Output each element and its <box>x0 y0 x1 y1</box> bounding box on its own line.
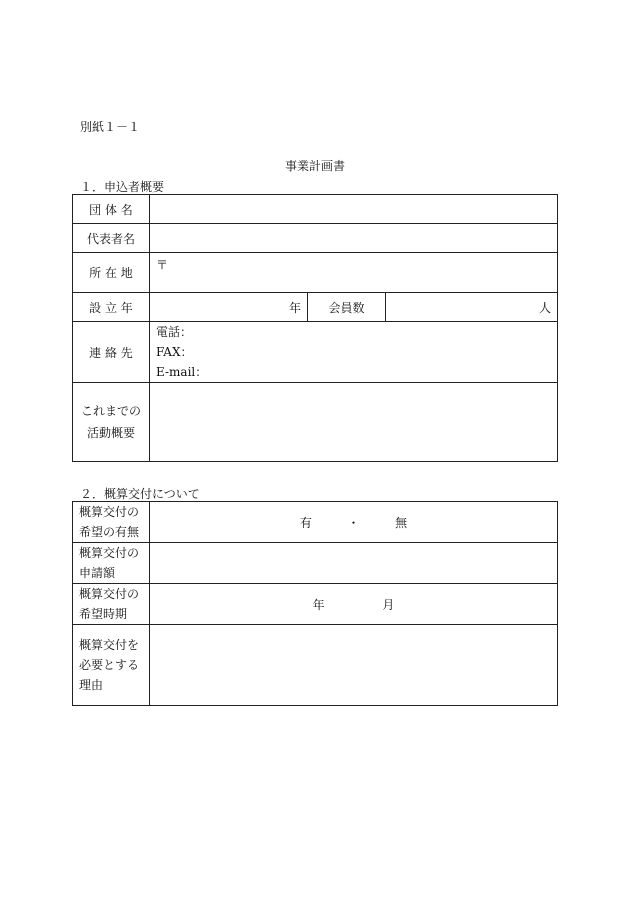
section2-title: ２．概算交付について <box>80 487 200 501</box>
members-field[interactable] <box>386 293 558 322</box>
members-label: 会員数 <box>308 293 386 322</box>
desire-label-line1: 概算交付の <box>79 505 140 519</box>
section1-title: １．申込者概要 <box>80 180 165 194</box>
timing-field[interactable] <box>150 584 558 625</box>
phone-label: 電話： <box>156 325 193 339</box>
timing-label <box>73 584 150 625</box>
amount-label <box>73 543 150 584</box>
desire-no[interactable]: 無 <box>395 515 408 530</box>
reason-label-line2: 必要とする <box>79 658 140 672</box>
desire-label <box>73 502 150 543</box>
desire-choice[interactable] <box>150 502 558 543</box>
year-unit: 年 <box>288 300 301 315</box>
contact-label: 連 絡 先 <box>73 322 150 383</box>
established-label: 設 立 年 <box>73 293 150 322</box>
timing-year: 年 <box>312 597 325 612</box>
person-unit: 人 <box>539 300 552 315</box>
annex-label: 別紙１－１ <box>80 120 141 134</box>
reason-label-line1: 概算交付を <box>79 638 140 652</box>
desire-yes[interactable]: 有 <box>299 515 312 530</box>
address-label: 所 在 地 <box>73 253 150 293</box>
activity-label-line1: これまでの <box>80 404 141 418</box>
org-name-field[interactable] <box>150 195 558 224</box>
amount-label-line1: 概算交付の <box>79 546 140 560</box>
desire-dot: ・ <box>347 515 360 530</box>
activity-label <box>73 383 150 462</box>
timing-month: 月 <box>382 597 395 612</box>
activity-label-line2: 活動概要 <box>86 426 135 440</box>
address-field[interactable] <box>150 253 558 293</box>
advance-grant-table <box>72 501 558 706</box>
activity-field[interactable] <box>150 383 558 462</box>
amount-label-line2: 申請額 <box>79 566 116 580</box>
postal-mark: 〒 <box>156 258 169 272</box>
document-title: 事業計画書 <box>284 159 345 173</box>
timing-label-line1: 概算交付の <box>79 587 140 601</box>
fax-label: FAX： <box>156 345 193 359</box>
representative-field[interactable] <box>150 224 558 253</box>
contact-field[interactable] <box>150 322 558 383</box>
email-label: E-mail： <box>156 365 208 379</box>
org-name-label: 団 体 名 <box>73 195 150 224</box>
reason-label <box>73 625 150 706</box>
established-year-field[interactable] <box>150 293 308 322</box>
amount-field[interactable] <box>150 543 558 584</box>
representative-label: 代表者名 <box>73 224 150 253</box>
reason-label-line3: 理由 <box>79 678 104 692</box>
timing-label-line2: 希望時期 <box>79 607 128 621</box>
applicant-overview-table <box>72 194 558 462</box>
reason-field[interactable] <box>150 625 558 706</box>
desire-label-line2: 希望の有無 <box>79 525 140 539</box>
